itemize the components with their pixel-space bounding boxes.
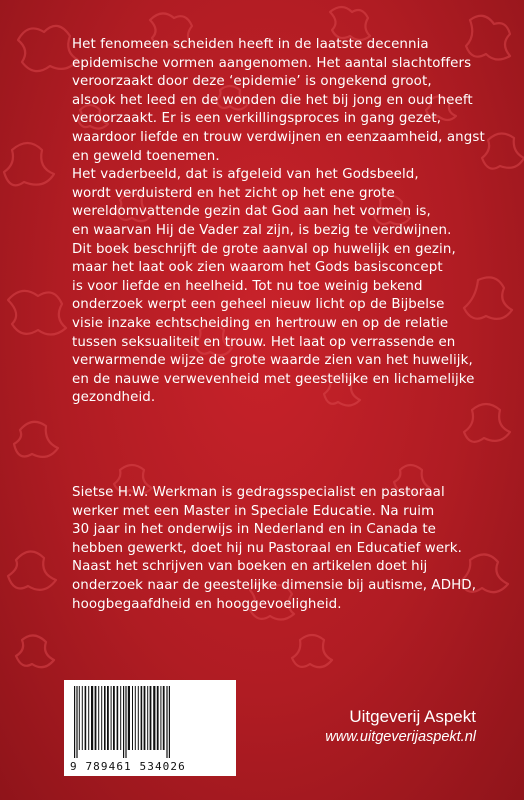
bio-line: Sietse H.W. Werkman is gedragsspecialist en pastoraal	[72, 485, 445, 500]
barcode-bar	[169, 686, 170, 758]
barcode-bar	[138, 686, 139, 750]
barcode-bar	[88, 686, 89, 750]
blurb-line: onderzoek werpt een geheel nieuw licht op de Bijbelse	[72, 297, 445, 313]
bio-line: hoogbegaafdheid en hooggevoeligheid.	[72, 596, 342, 612]
barcode-bar	[74, 686, 75, 758]
blurb-line: en geweld toenemen.	[72, 148, 220, 164]
blurb-line: is voor liefde en heelheid. Tot nu toe weinig bekend	[72, 278, 423, 294]
bio-line: onderzoek naar de geestelijke dimensie bij autisme, ADHD,	[72, 577, 477, 593]
barcode-bar	[153, 686, 155, 750]
blurb-line: Het fenomeen scheiden heeft in de laatste decennia	[72, 37, 429, 52]
barcode-bar	[141, 686, 143, 750]
blurb-line: Het vaderbeeld, dat is afgeleid van het Godsbeeld,	[72, 167, 419, 183]
blurb-line: gezondheid.	[72, 390, 156, 406]
barcode-bar	[82, 686, 83, 750]
barcode-bars	[70, 686, 230, 758]
barcode-bar	[150, 686, 152, 750]
barcode-bar	[125, 686, 126, 758]
blurb-line: wordt verduisterd en het zicht op het ene grote	[72, 185, 395, 201]
blurb-line: en waarvan Hij de Vader zal zijn, is bezig te verdwijnen.	[72, 222, 452, 238]
blurb-paragraph-1	[72, 36, 492, 408]
barcode-bar	[123, 686, 124, 758]
barcode-bar	[111, 686, 112, 750]
blurb-line: veroorzaakt. Er is een verkillingsproces in gang gezet,	[72, 111, 442, 127]
barcode-bar	[107, 686, 109, 750]
blurb-line: en de nauwe verwevenheid met geestelijke en lichamelijke	[72, 371, 475, 387]
blurb-line: maar het laat ook zien waarom het Gods basisconcept	[72, 260, 443, 276]
barcode-bar	[101, 686, 102, 750]
blurb-line: epidemische vormen aangenomen. Het aantal slachtoffers	[72, 55, 472, 71]
bio-line: 30 jaar in het onderwijs in Nederland en in Canada te	[72, 522, 437, 538]
author-bio	[72, 484, 492, 614]
barcode-bar	[104, 686, 106, 750]
barcode-bar	[76, 686, 77, 758]
barcode-bar	[117, 686, 119, 750]
barcode-bar	[160, 686, 161, 750]
barcode-bar	[85, 686, 87, 750]
barcode-bar	[91, 686, 93, 750]
barcode-bar	[79, 686, 80, 750]
barcode-bar	[135, 686, 136, 750]
publisher-url[interactable]: www.uitgeverijaspekt.nl	[325, 729, 476, 745]
barcode-bar	[120, 686, 121, 750]
bio-line: hebben gewerkt, doet hij nu Pastoraal en Educatief werk.	[72, 540, 462, 556]
blurb-line: tussen seksualiteit en trouw. Het laat op verrassende en	[72, 334, 456, 350]
publisher-name: Uitgeverij Aspekt	[349, 707, 476, 726]
barcode-bar	[132, 686, 133, 750]
barcode-bar	[157, 686, 159, 750]
barcode-bar	[128, 686, 130, 750]
blurb-line: verwarmende wijze de grote waarde zien van het huwelijk,	[72, 353, 473, 369]
blurb-line: alsook het leed en de wonden die het bij jong en oud heeft	[72, 92, 473, 108]
bio-line: werker met een Master in Speciale Educatie. Na ruim	[72, 503, 435, 519]
isbn-digits: 9 789461 534026	[70, 760, 186, 773]
barcode-bar	[144, 686, 146, 750]
blurb-line: waardoor liefde en trouw verdwijnen en eenzaamheid, angst	[72, 129, 485, 145]
barcode-bar	[166, 686, 167, 758]
blurb-line: wereldomvattende gezin dat God aan het vormen is,	[72, 204, 431, 220]
barcode-bar	[163, 686, 165, 750]
blurb-line: veroorzaakt door deze ‘epidemie’ is ongekend groot,	[72, 74, 432, 90]
barcode-bar	[147, 686, 148, 750]
bio-line: Naast het schrijven van boeken en artikelen doet hij	[72, 559, 428, 575]
barcode-bar	[95, 686, 97, 750]
barcode-bar	[113, 686, 115, 750]
blurb-line: visie inzake echtscheiding en hertrouw en op de relatie	[72, 315, 449, 331]
barcode-bar	[98, 686, 99, 750]
blurb-line: Dit boek beschrijft de grote aanval op huwelijk en gezin,	[72, 241, 456, 257]
isbn-barcode	[64, 680, 236, 776]
